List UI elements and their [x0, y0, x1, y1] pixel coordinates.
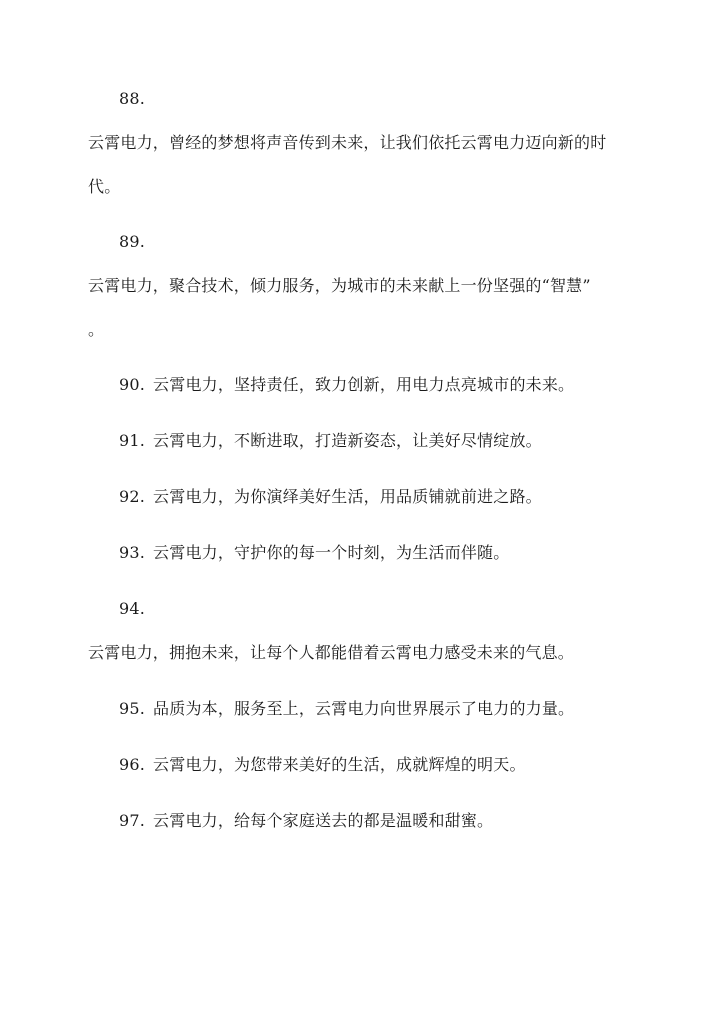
item-number-95: 95.	[119, 699, 146, 718]
item-text-88-line1: 云霄电力，曾经的梦想将声音传到未来，让我们依托云霄电力迈向新的时	[88, 133, 607, 152]
item-text-93: 云霄电力，守护你的每一个时刻，为生活而伴随。	[153, 543, 510, 562]
item-text-91: 云霄电力，不断进取，打造新姿态，让美好尽情绽放。	[153, 431, 542, 450]
item-text-95: 品质为本，服务至上，云霄电力向世界展示了电力的力量。	[153, 699, 575, 718]
item-number-88: 88.	[119, 89, 146, 108]
item-text-97: 云霄电力，给每个家庭送去的都是温暖和甜蜜。	[153, 811, 494, 830]
item-number-96: 96.	[119, 755, 146, 774]
item-number-93: 93.	[119, 543, 146, 562]
list-item-91	[119, 431, 542, 451]
item-number-92: 92.	[119, 487, 146, 506]
item-text-96: 云霄电力，为您带来美好的生活，成就辉煌的明天。	[153, 755, 526, 774]
list-item-90	[119, 375, 574, 395]
item-text-88-line2: 代。	[88, 177, 121, 196]
list-item-93	[119, 543, 509, 563]
item-number-89: 89.	[119, 232, 146, 251]
item-number-91: 91.	[119, 431, 146, 450]
list-item-96	[119, 755, 526, 775]
item-text-94-line1: 云霄电力，拥抱未来，让每个人都能借着云霄电力感受未来的气息。	[88, 643, 575, 662]
item-text-92: 云霄电力，为你演绎美好生活，用品质铺就前进之路。	[153, 487, 542, 506]
item-text-89-line1: 云霄电力，聚合技术，倾力服务，为城市的未来献上一份坚强的“智慧”	[88, 276, 591, 295]
item-text-90: 云霄电力，坚持责任，致力创新，用电力点亮城市的未来。	[153, 375, 575, 394]
item-number-90: 90.	[119, 375, 146, 394]
item-number-94: 94.	[119, 599, 146, 618]
item-text-89-line2: 。	[88, 320, 105, 339]
list-item-92	[119, 487, 542, 507]
list-item-95	[119, 699, 574, 719]
item-number-97: 97.	[119, 811, 146, 830]
list-item-97	[119, 811, 493, 831]
